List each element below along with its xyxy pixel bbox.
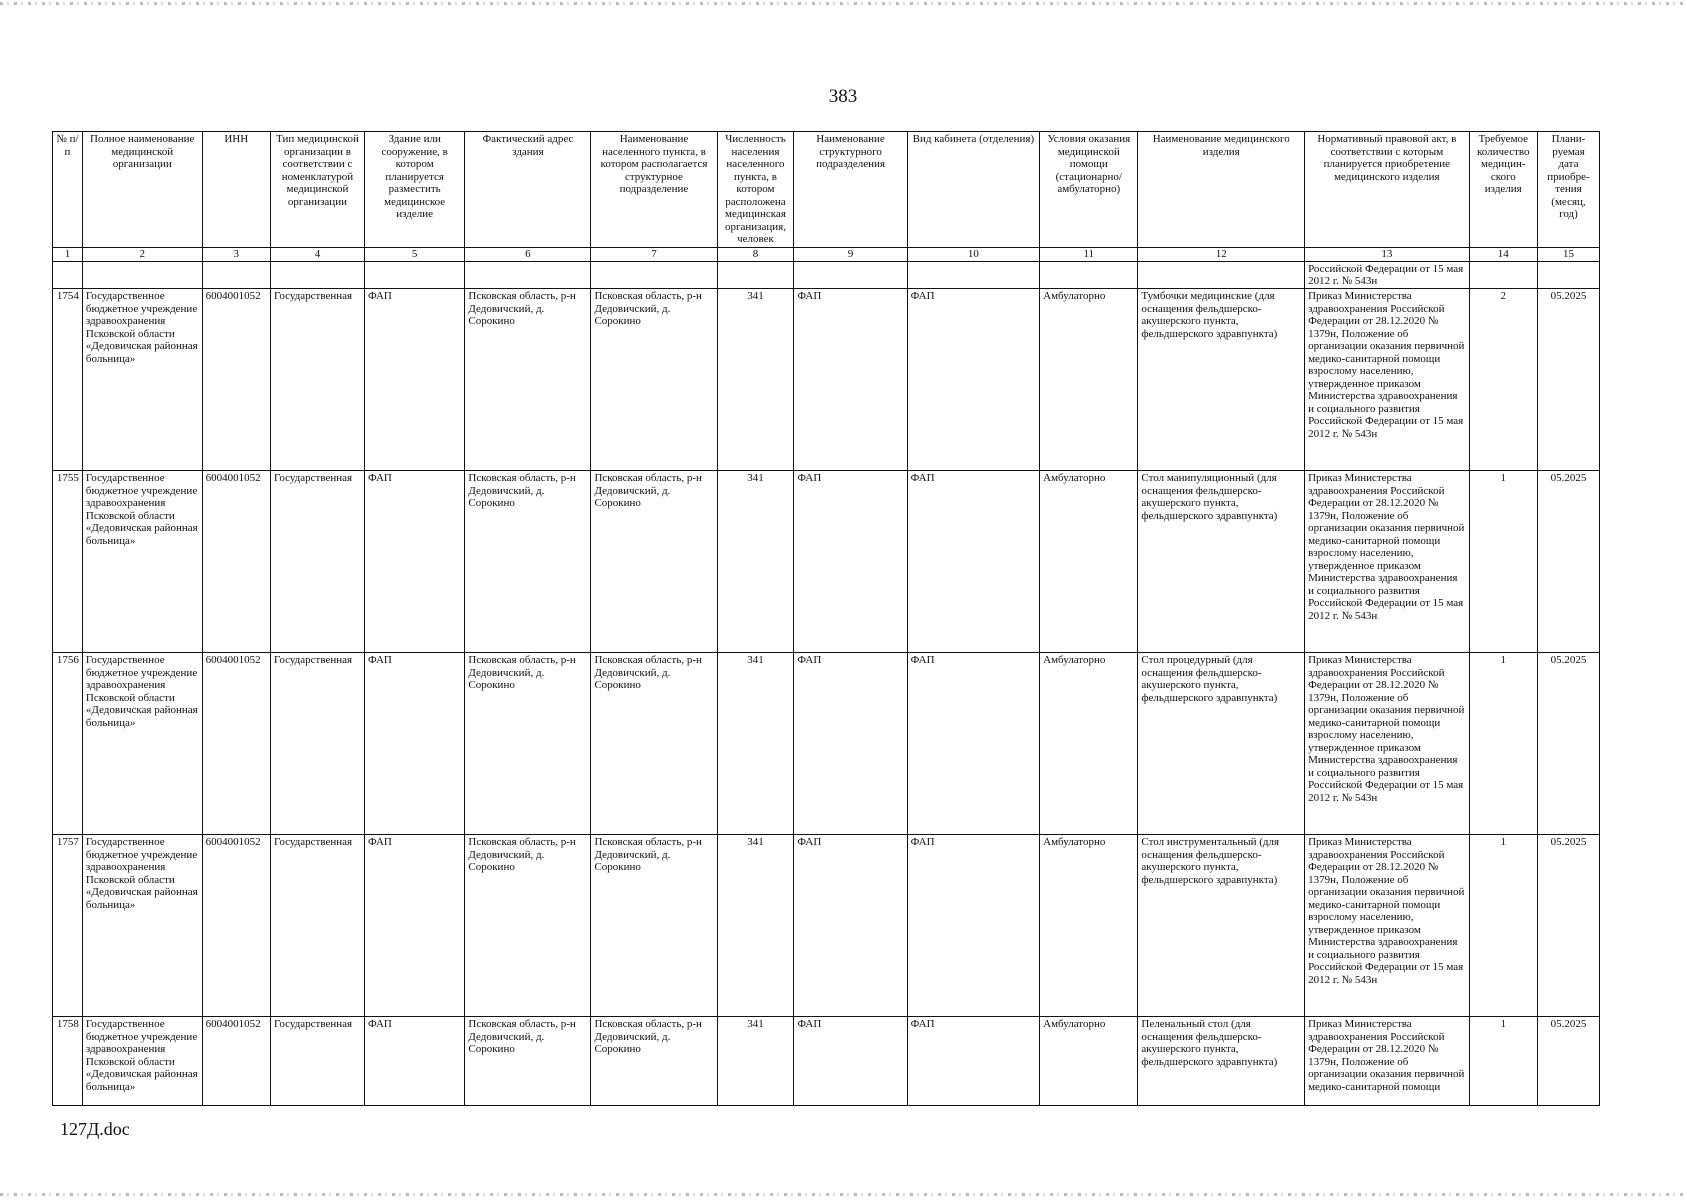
column-number: 1	[53, 248, 83, 262]
column-number: 3	[202, 248, 270, 262]
organization-type: Государственная	[270, 1017, 364, 1106]
building: ФАП	[364, 1017, 464, 1106]
header-cell: ИНН	[202, 132, 270, 248]
row-number: 1754	[53, 289, 83, 471]
column-number: 7	[591, 248, 717, 262]
column-number: 5	[364, 248, 464, 262]
medical-device-name: Тумбочки медицинские (для оснащения фельдшерско-акушерского пункта, фельдшерского здравпункта)	[1138, 289, 1305, 471]
settlement: Псковская область, р-н Дедовичский, д. Сорокино	[591, 835, 717, 1017]
scan-edge-top	[0, 2, 1686, 5]
column-number-row	[53, 248, 1600, 262]
care-conditions: Амбулаторно	[1040, 471, 1138, 653]
header-row	[53, 132, 1600, 248]
inn: 6004001052	[202, 835, 270, 1017]
population: 341	[717, 1017, 794, 1106]
header-cell: № п/п	[53, 132, 83, 248]
organization-name: Государственное бюджетное учреждение здравоохранения Псковской области «Дедовичская районная больница»	[82, 471, 202, 653]
cabinet-type: ФАП	[907, 835, 1039, 1017]
header-cell: Здание или сооружение, в котором планируется разместить медицинское изделие	[364, 132, 464, 248]
organization-type: Государственная	[270, 653, 364, 835]
table-row	[53, 653, 1600, 835]
column-number: 4	[270, 248, 364, 262]
building: ФАП	[364, 653, 464, 835]
structural-unit: ФАП	[794, 835, 907, 1017]
cabinet-type: ФАП	[907, 289, 1039, 471]
table-row	[53, 1017, 1600, 1106]
building: ФАП	[364, 835, 464, 1017]
header-cell: Наименование населенного пункта, в котором располагается структурное подразделение	[591, 132, 717, 248]
legal-act: Приказ Министерства здравоохранения Российской Федерации от 28.12.2020 № 1379н, Положение об организации оказания первичной медико-санитарной помощи	[1305, 1017, 1470, 1106]
column-number: 11	[1040, 248, 1138, 262]
required-quantity: 1	[1469, 653, 1537, 835]
planned-date: 05.2025	[1537, 289, 1599, 471]
care-conditions: Амбулаторно	[1040, 835, 1138, 1017]
legal-act-continuation: Российской Федерации от 15 мая 2012 г. № 543н	[1305, 262, 1470, 289]
header-cell: Наименование медицинского изделия	[1138, 132, 1305, 248]
medical-device-name: Стол процедурный (для оснащения фельдшерско-акушерского пункта, фельдшерского здравпункта)	[1138, 653, 1305, 835]
structural-unit: ФАП	[794, 1017, 907, 1106]
legal-act: Приказ Министерства здравоохранения Российской Федерации от 28.12.2020 № 1379н, Положение об организации оказания первичной медико-санитарной помощи взрослому населению, утвержденное приказом Министерства здравоохранения и социального развития Российской Федерации от 15 мая 2012 г. № 543н	[1305, 835, 1470, 1017]
header-cell: Наименование структурного подразделения	[794, 132, 907, 248]
column-number: 12	[1138, 248, 1305, 262]
building-address: Псковская область, р-н Дедовичский, д. Сорокино	[465, 471, 591, 653]
care-conditions: Амбулаторно	[1040, 289, 1138, 471]
inn: 6004001052	[202, 653, 270, 835]
organization-name: Государственное бюджетное учреждение здравоохранения Псковской области «Дедовичская районная больница»	[82, 289, 202, 471]
header-cell: Условия оказания медицинской помощи (стационарно/ амбулаторно)	[1040, 132, 1138, 248]
column-number: 13	[1305, 248, 1470, 262]
column-number: 9	[794, 248, 907, 262]
table-row	[53, 471, 1600, 653]
organization-name: Государственное бюджетное учреждение здравоохранения Псковской области «Дедовичская районная больница»	[82, 653, 202, 835]
required-quantity: 1	[1469, 835, 1537, 1017]
continuation-row	[53, 262, 1600, 289]
population: 341	[717, 835, 794, 1017]
planned-date: 05.2025	[1537, 835, 1599, 1017]
care-conditions: Амбулаторно	[1040, 653, 1138, 835]
column-number: 6	[465, 248, 591, 262]
column-number: 10	[907, 248, 1039, 262]
header-cell: Нормативный правовой акт, в соответствии с которым планируется приобретение медицинского изделия	[1305, 132, 1470, 248]
population: 341	[717, 289, 794, 471]
column-number: 8	[717, 248, 794, 262]
cabinet-type: ФАП	[907, 471, 1039, 653]
required-quantity: 1	[1469, 471, 1537, 653]
settlement: Псковская область, р-н Дедовичский, д. Сорокино	[591, 1017, 717, 1106]
population: 341	[717, 653, 794, 835]
row-number: 1755	[53, 471, 83, 653]
inn: 6004001052	[202, 1017, 270, 1106]
legal-act: Приказ Министерства здравоохранения Российской Федерации от 28.12.2020 № 1379н, Положение об организации оказания первичной медико-санитарной помощи взрослому населению, утвержденное приказом Министерства здравоохранения и социального развития Российской Федерации от 15 мая 2012 г. № 543н	[1305, 653, 1470, 835]
organization-type: Государственная	[270, 835, 364, 1017]
required-quantity: 2	[1469, 289, 1537, 471]
column-number: 2	[82, 248, 202, 262]
header-cell: Тип медицинской организации в соответствии с номенклатурой медицинской организации	[270, 132, 364, 248]
cabinet-type: ФАП	[907, 1017, 1039, 1106]
header-cell: Численность населения населенного пункта, в котором расположена медицинская организация, человек	[717, 132, 794, 248]
header-cell: Плани-руемая дата приобре-тения (месяц, год)	[1537, 132, 1599, 248]
header-cell: Полное наименование медицинской организации	[82, 132, 202, 248]
inn: 6004001052	[202, 289, 270, 471]
legal-act: Приказ Министерства здравоохранения Российской Федерации от 28.12.2020 № 1379н, Положение об организации оказания первичной медико-санитарной помощи взрослому населению, утвержденное приказом Министерства здравоохранения и социального развития Российской Федерации от 15 мая 2012 г. № 543н	[1305, 289, 1470, 471]
header-cell: Требуемое количество медицин-ского изделия	[1469, 132, 1537, 248]
header-cell: Фактический адрес здания	[465, 132, 591, 248]
organization-name: Государственное бюджетное учреждение здравоохранения Псковской области «Дедовичская районная больница»	[82, 835, 202, 1017]
row-number: 1756	[53, 653, 83, 835]
settlement: Псковская область, р-н Дедовичский, д. Сорокино	[591, 471, 717, 653]
page-number: 383	[828, 86, 858, 107]
population: 341	[717, 471, 794, 653]
building: ФАП	[364, 471, 464, 653]
medical-device-name: Стол инструментальный (для оснащения фельдшерско-акушерского пункта, фельдшерского здравпункта)	[1138, 835, 1305, 1017]
organization-type: Государственная	[270, 289, 364, 471]
medical-device-name: Стол манипуляционный (для оснащения фельдшерско-акушерского пункта, фельдшерского здравпункта)	[1138, 471, 1305, 653]
building: ФАП	[364, 289, 464, 471]
structural-unit: ФАП	[794, 471, 907, 653]
building-address: Псковская область, р-н Дедовичский, д. Сорокино	[465, 835, 591, 1017]
organization-name: Государственное бюджетное учреждение здравоохранения Псковской области «Дедовичская районная больница»	[82, 1017, 202, 1106]
organization-type: Государственная	[270, 471, 364, 653]
planned-date: 05.2025	[1537, 653, 1599, 835]
required-quantity: 1	[1469, 1017, 1537, 1106]
equipment-register-table	[52, 131, 1600, 1106]
header-cell: Вид кабинета (отделения)	[907, 132, 1039, 248]
table-row	[53, 289, 1600, 471]
planned-date: 05.2025	[1537, 471, 1599, 653]
scan-edge-bottom	[0, 1193, 1686, 1196]
building-address: Псковская область, р-н Дедовичский, д. Сорокино	[465, 653, 591, 835]
settlement: Псковская область, р-н Дедовичский, д. Сорокино	[591, 653, 717, 835]
medical-device-name: Пеленальный стол (для оснащения фельдшерско-акушерского пункта, фельдшерского здравпункта)	[1138, 1017, 1305, 1106]
building-address: Псковская область, р-н Дедовичский, д. Сорокино	[465, 289, 591, 471]
planned-date: 05.2025	[1537, 1017, 1599, 1106]
column-number: 14	[1469, 248, 1537, 262]
table-row	[53, 835, 1600, 1017]
document-filename: 127Д.doc	[60, 1119, 130, 1139]
settlement: Псковская область, р-н Дедовичский, д. Сорокино	[591, 289, 717, 471]
structural-unit: ФАП	[794, 653, 907, 835]
structural-unit: ФАП	[794, 289, 907, 471]
care-conditions: Амбулаторно	[1040, 1017, 1138, 1106]
inn: 6004001052	[202, 471, 270, 653]
column-number: 15	[1537, 248, 1599, 262]
cabinet-type: ФАП	[907, 653, 1039, 835]
row-number: 1758	[53, 1017, 83, 1106]
building-address: Псковская область, р-н Дедовичский, д. Сорокино	[465, 1017, 591, 1106]
legal-act: Приказ Министерства здравоохранения Российской Федерации от 28.12.2020 № 1379н, Положение об организации оказания первичной медико-санитарной помощи взрослому населению, утвержденное приказом Министерства здравоохранения и социального развития Российской Федерации от 15 мая 2012 г. № 543н	[1305, 471, 1470, 653]
row-number: 1757	[53, 835, 83, 1017]
